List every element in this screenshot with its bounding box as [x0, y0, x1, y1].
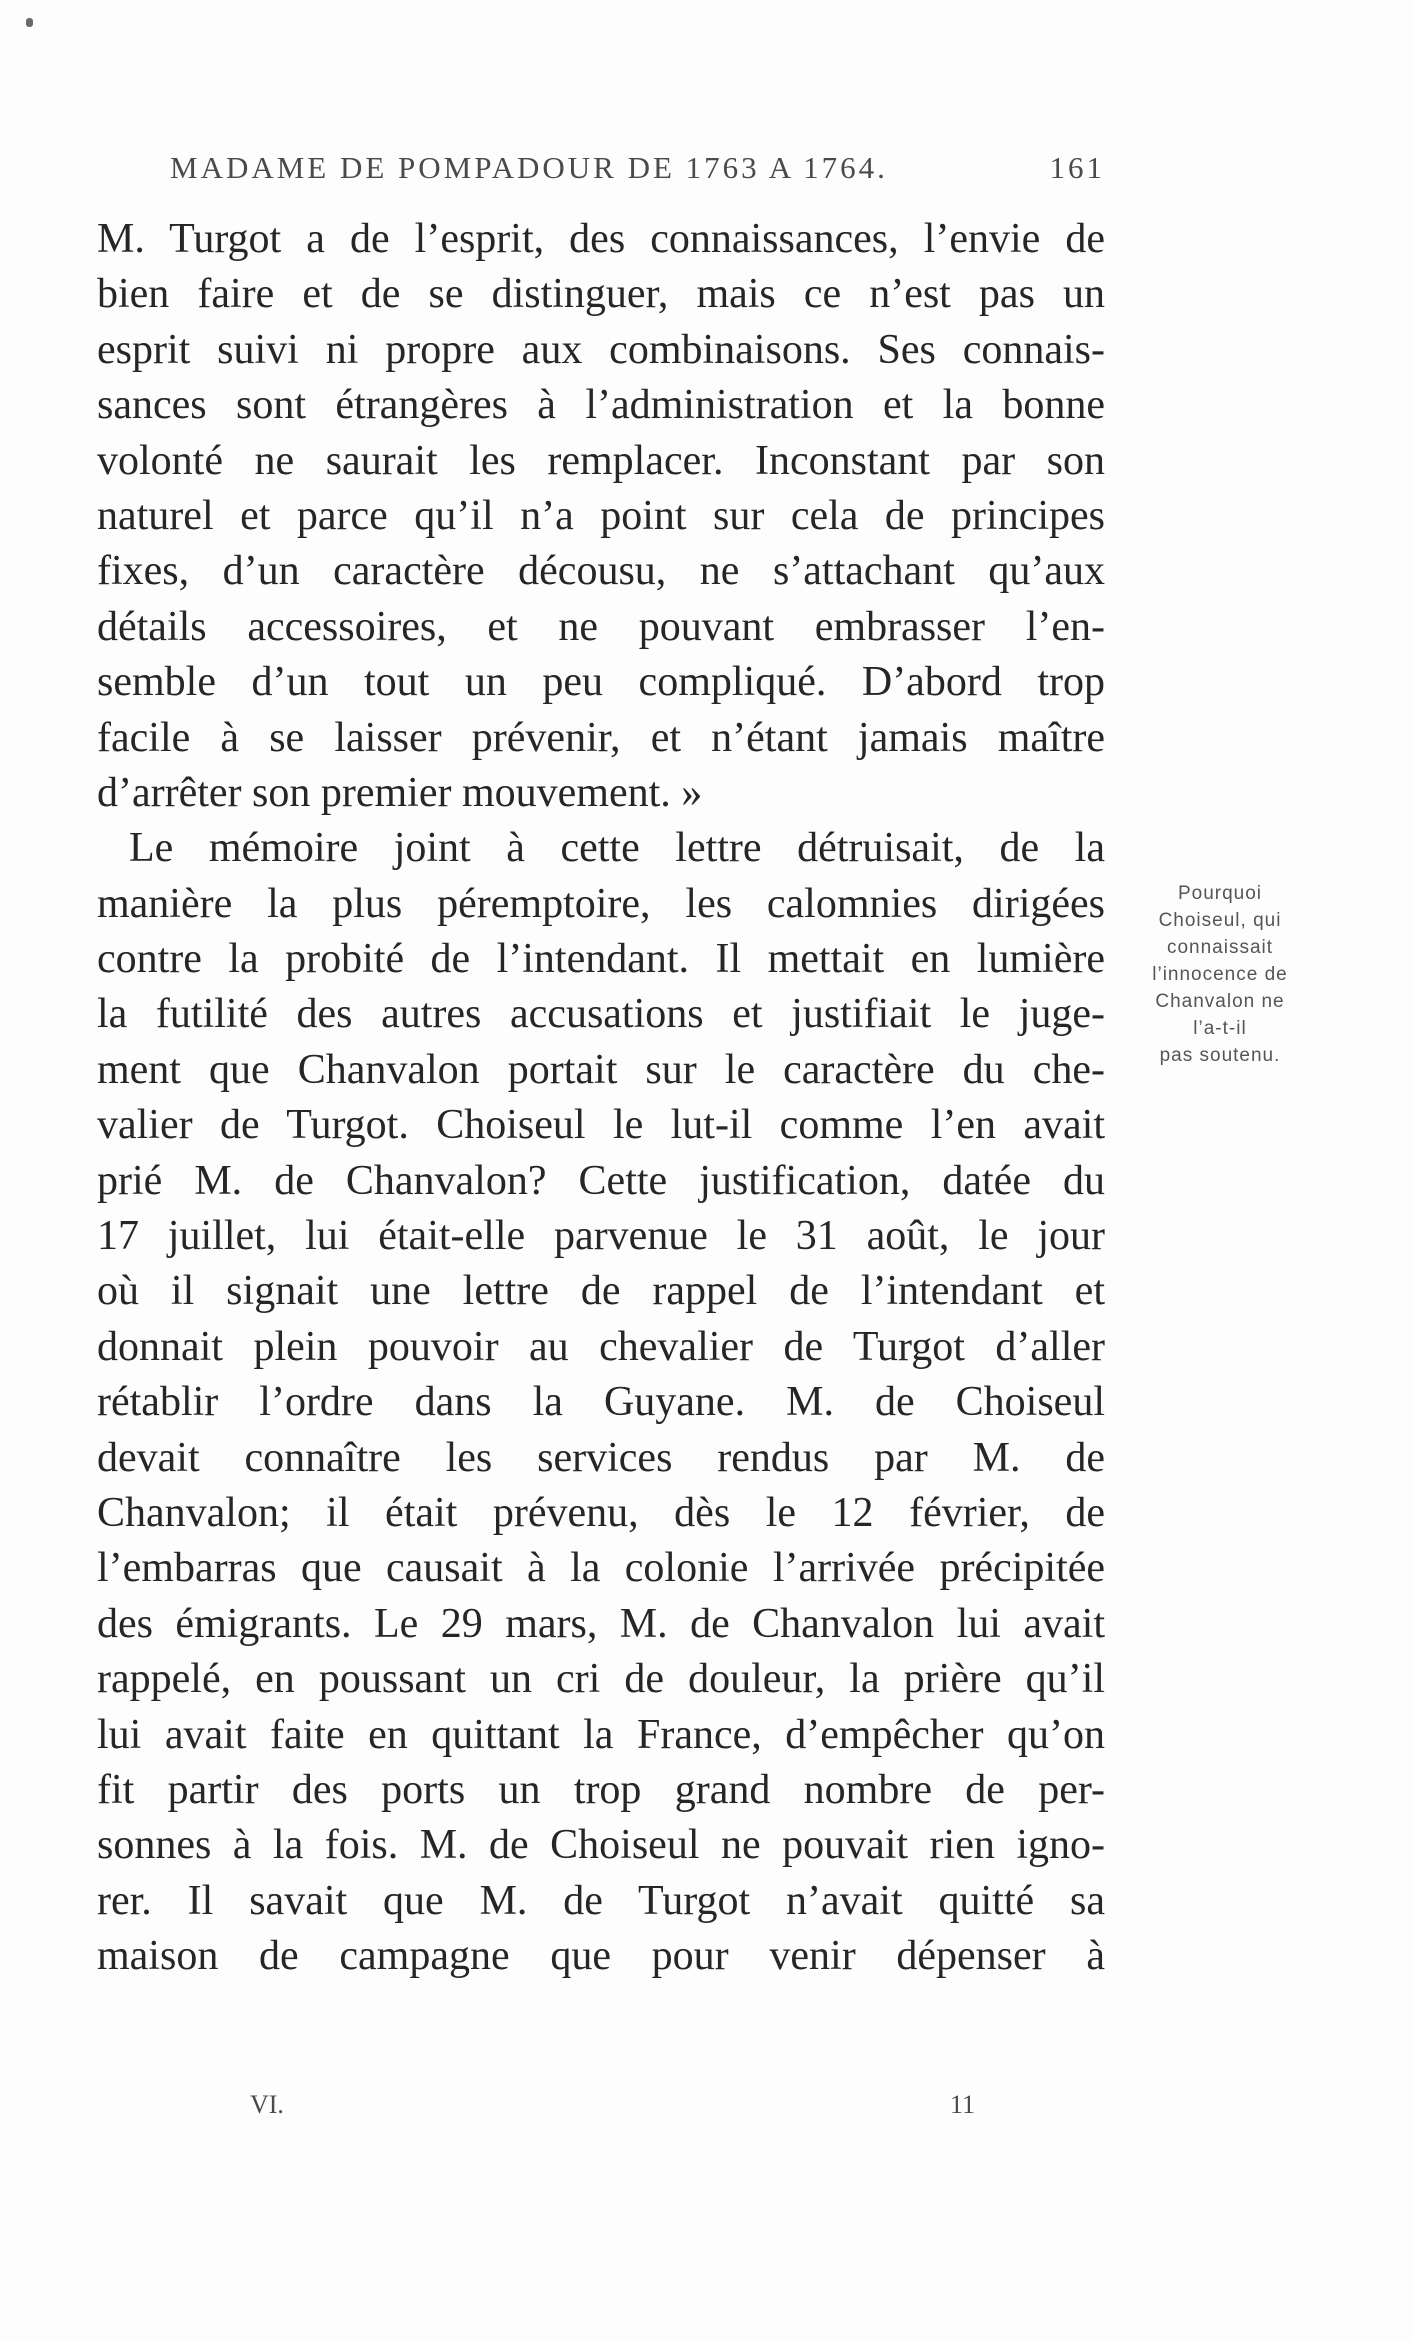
text-line: bien faire et de se distinguer, mais ce n’est pas un [97, 271, 1105, 318]
text-line: ment que Chanvalon portait sur le caractère du che- [97, 1046, 1105, 1093]
text-line: M. Turgot a de l’esprit, des connaissances, l’envie de [97, 216, 1105, 262]
text-line: rétablir l’ordre dans la Guyane. M. de Choiseul [97, 1379, 1105, 1426]
text-line: semble d’un tout un peu compliqué. D’abord trop [97, 659, 1105, 706]
text-line: rappelé, en poussant un cri de douleur, la prière qu’il [97, 1656, 1105, 1703]
text-line: d’arrêter son premier mouvement. » [97, 769, 703, 816]
margin-note-line: l’a-t-il [1193, 1018, 1247, 1039]
text-line: rer. Il savait que M. de Turgot n’avait quitté sa [97, 1877, 1105, 1924]
margin-note-line: l’innocence de [1152, 964, 1288, 985]
margin-note-line: pas soutenu. [1159, 1045, 1281, 1066]
body-text [97, 212, 1105, 1985]
running-head [170, 150, 1105, 190]
text-line: la futilité des autres accusations et justifiait le juge- [97, 991, 1105, 1038]
signature-mark: VI. [250, 2090, 284, 2119]
text-line: maison de campagne que pour venir dépenser à [97, 1933, 1105, 1980]
text-line: donnait plein pouvoir au chevalier de Turgot d’aller [97, 1323, 1105, 1370]
text-line: contre la probité de l’intendant. Il mettait en lumière [97, 936, 1105, 983]
text-line: devait connaître les services rendus par M. de [97, 1434, 1105, 1481]
text-line: naturel et parce qu’il n’a point sur cela de principes [97, 492, 1105, 539]
text-line: facile à se laisser prévenir, et n’étant jamais maître [97, 714, 1105, 761]
text-line: lui avait faite en quittant la France, d’empêcher qu’on [97, 1711, 1105, 1758]
text-line: sonnes à la fois. M. de Choiseul ne pouvait rien igno- [97, 1822, 1105, 1869]
margin-note-line: Pourquoi [1177, 883, 1263, 904]
running-title: MADAME DE POMPADOUR DE 1763 A 1764. [170, 150, 888, 185]
text-line: fit partir des ports un trop grand nombre de per- [97, 1766, 1105, 1813]
text-line: sances sont étrangères à l’administration et la bonne [97, 382, 1105, 429]
text-line: 17 juillet, lui était-elle parvenue le 31 août, le jour [97, 1213, 1105, 1260]
text-line: prié M. de Chanvalon? Cette justification, datée du [97, 1157, 1105, 1204]
margin-note-line: Chanvalon ne [1155, 991, 1285, 1012]
text-line: l’embarras que causait à la colonie l’arrivée précipitée [97, 1545, 1105, 1592]
text-line: volonté ne saurait les remplacer. Inconstant par son [97, 437, 1105, 484]
margin-note-line: Choiseul, qui [1158, 910, 1282, 931]
text-line: où il signait une lettre de rappel de l’intendant et [97, 1268, 1105, 1315]
text-line: manière la plus péremptoire, les calomnies dirigées [97, 880, 1105, 927]
text-line: esprit suivi ni propre aux combinaisons. Ses connais- [97, 326, 1105, 373]
text-line: Chanvalon; il était prévenu, dès le 12 février, de [97, 1489, 1105, 1536]
page-number: 161 [1049, 150, 1105, 185]
text-line: détails accessoires, et ne pouvant embrasser l’en- [97, 603, 1105, 650]
sheet-number: 11 [950, 2090, 976, 2119]
text-line: valier de Turgot. Choiseul le lut-il comme l’en avait [97, 1102, 1105, 1149]
text-line: Le mémoire joint à cette lettre détruisait, de la [129, 825, 1105, 872]
margin-note [1120, 880, 1320, 1069]
ink-speck [26, 18, 33, 27]
text-line: des émigrants. Le 29 mars, M. de Chanvalon lui avait [97, 1600, 1105, 1647]
margin-note-line: connaissait [1166, 937, 1274, 958]
text-line: fixes, d’un caractère décousu, ne s’attachant qu’aux [97, 548, 1105, 595]
